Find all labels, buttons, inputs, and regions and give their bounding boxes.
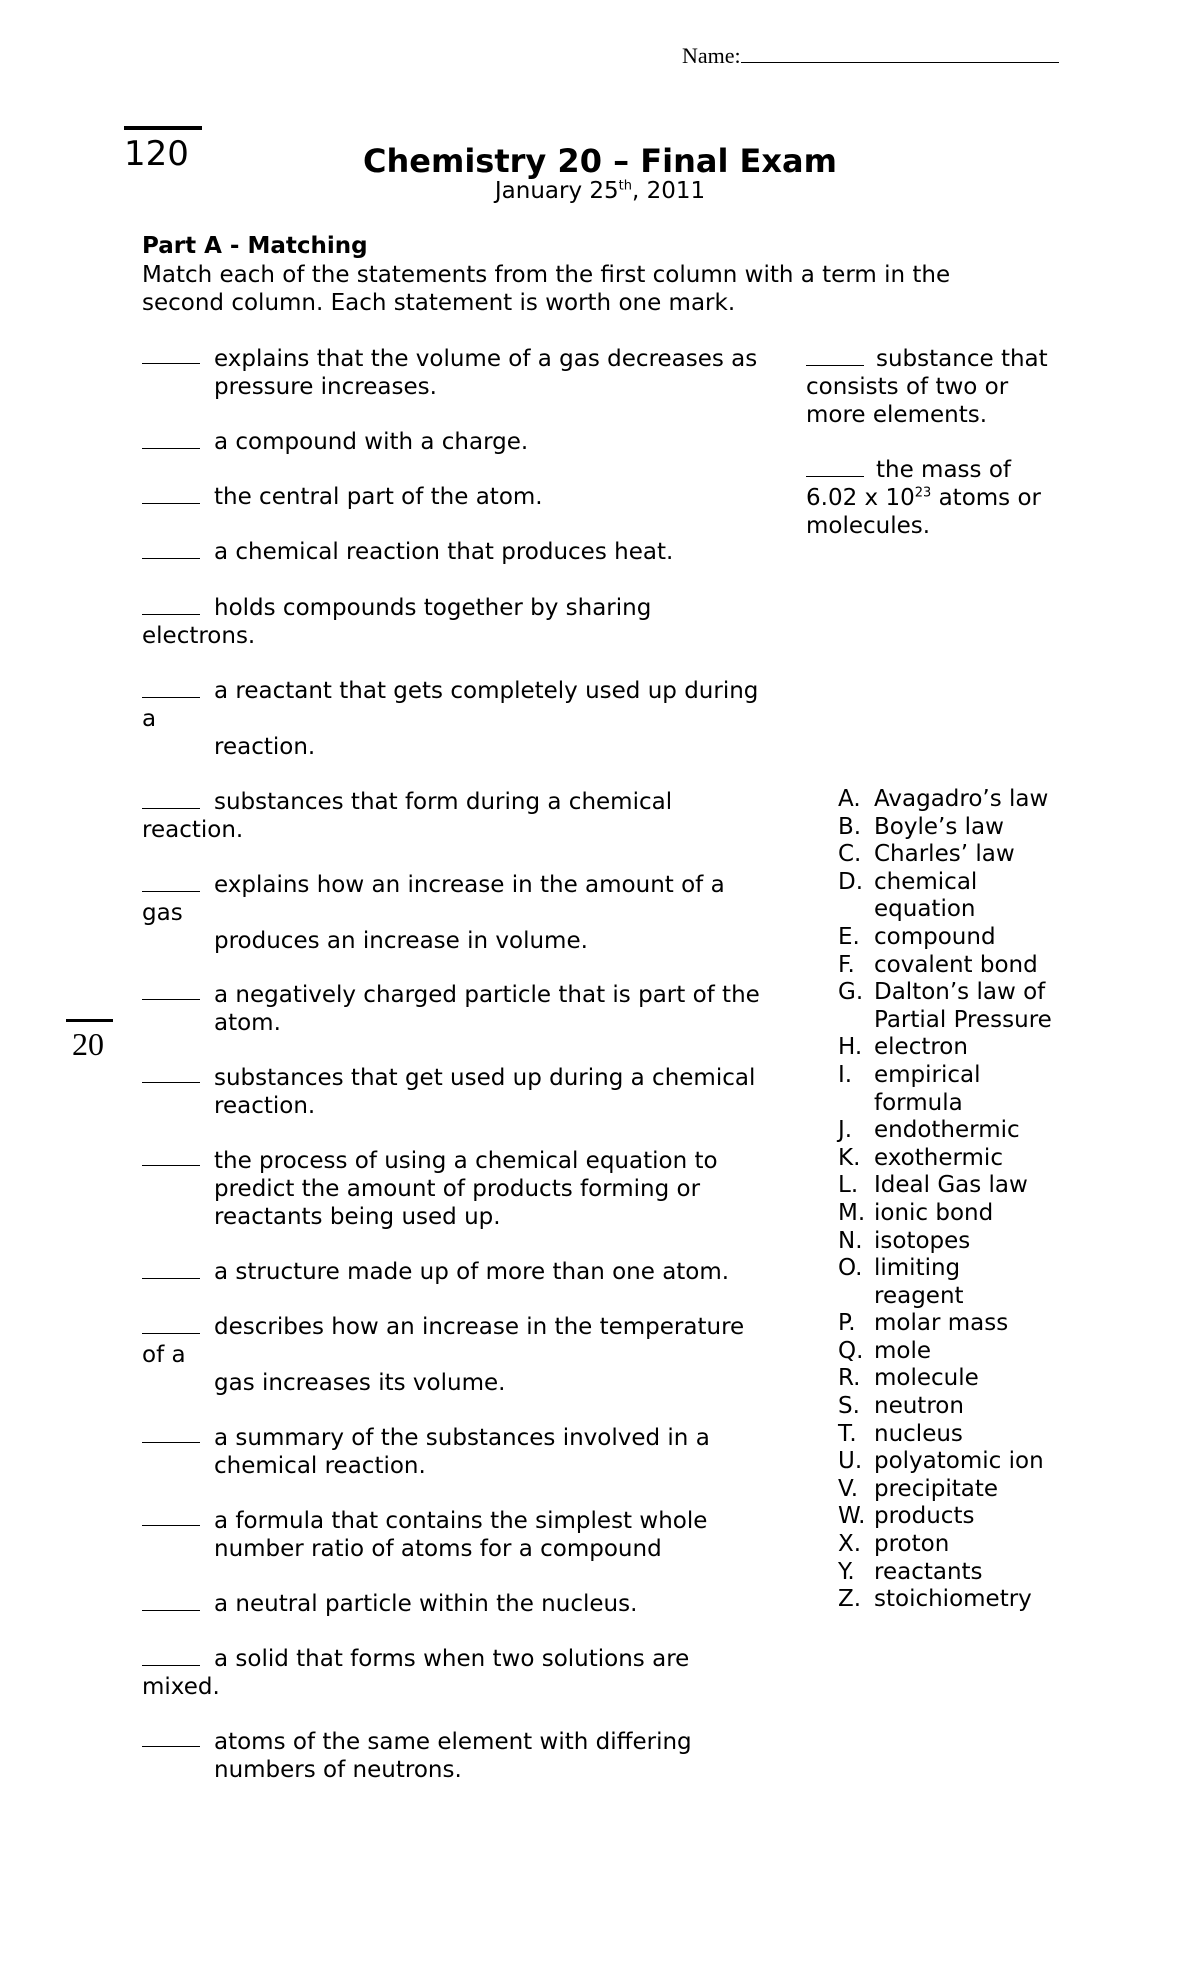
term-item bbox=[838, 1476, 1052, 1504]
statement-1 bbox=[142, 345, 757, 401]
statement-text: a structure made up of more than one atom. bbox=[214, 1259, 730, 1285]
term-text: electron bbox=[874, 1034, 968, 1061]
answer-blank[interactable] bbox=[142, 790, 200, 809]
term-letter: V. bbox=[838, 1475, 859, 1502]
name-blank[interactable] bbox=[741, 42, 1059, 63]
statement-12 bbox=[142, 1258, 729, 1286]
term-item bbox=[838, 786, 1052, 814]
name-field[interactable] bbox=[682, 42, 1059, 69]
term-item bbox=[838, 1200, 1052, 1228]
term-text: Avagadro’s law bbox=[874, 786, 1049, 812]
term-letter: F. bbox=[838, 951, 855, 978]
term-item bbox=[838, 1586, 1052, 1614]
term-letter: Z. bbox=[838, 1586, 862, 1613]
statement-text: holds compounds together by sharing bbox=[214, 595, 652, 621]
answer-blank[interactable] bbox=[142, 1424, 200, 1443]
statement-line: molecules. bbox=[806, 513, 931, 539]
statement-text: atoms of the same element with differing numbers of neutrons. bbox=[214, 1729, 692, 1783]
term-letter: H. bbox=[838, 1034, 863, 1061]
statement-8 bbox=[142, 871, 725, 955]
term-letter: E. bbox=[838, 923, 860, 950]
term-letter: R. bbox=[838, 1365, 861, 1392]
term-text: molar mass bbox=[874, 1310, 1009, 1337]
answer-blank[interactable] bbox=[142, 1315, 200, 1334]
term-letter: J. bbox=[838, 1117, 853, 1144]
statement-14 bbox=[142, 1424, 710, 1480]
date-year: , 2011 bbox=[631, 178, 706, 204]
term-letter: C. bbox=[838, 841, 862, 868]
avogadro-base: 6.02 x 10 bbox=[806, 485, 915, 511]
term-text: products bbox=[874, 1503, 975, 1530]
term-text: empirical formula bbox=[874, 1061, 981, 1116]
term-text: Dalton’s law of Partial Pressure bbox=[874, 979, 1052, 1033]
statement-text: a chemical reaction that produces heat. bbox=[214, 539, 674, 565]
statement-wrap: reaction. bbox=[142, 817, 244, 843]
answer-blank[interactable] bbox=[142, 1260, 200, 1279]
term-letter: S. bbox=[838, 1393, 860, 1420]
terms-list bbox=[838, 786, 1052, 1614]
statement-16 bbox=[142, 1590, 637, 1618]
statement-wrap: produces an increase in volume. bbox=[214, 928, 588, 954]
term-text: polyatomic ion bbox=[874, 1448, 1044, 1475]
term-letter: L. bbox=[838, 1172, 859, 1199]
term-item bbox=[838, 1117, 1052, 1145]
term-item bbox=[838, 1145, 1052, 1173]
term-item bbox=[838, 1338, 1052, 1366]
statement-text: a summary of the substances involved in a chemical reaction. bbox=[214, 1425, 710, 1479]
term-text: proton bbox=[874, 1531, 950, 1558]
term-letter: M. bbox=[838, 1199, 866, 1226]
term-text: covalent bond bbox=[874, 951, 1038, 978]
answer-blank[interactable] bbox=[142, 679, 200, 698]
statement-18 bbox=[142, 1728, 692, 1784]
statement-text: a neutral particle within the nucleus. bbox=[214, 1591, 638, 1617]
section-marks-line bbox=[66, 1019, 113, 1022]
total-marks-line bbox=[124, 126, 202, 130]
term-item bbox=[838, 1310, 1052, 1338]
statement-text: describes how an increase in the temperature bbox=[214, 1314, 745, 1340]
statement-text: explains how an increase in the amount of a bbox=[214, 872, 725, 898]
answer-blank[interactable] bbox=[142, 1064, 200, 1083]
avogadro-exponent: 23 bbox=[914, 485, 932, 501]
statement-17 bbox=[142, 1645, 689, 1701]
term-item bbox=[838, 1228, 1052, 1256]
exam-date bbox=[0, 178, 1200, 204]
statement-text: explains that the volume of a gas decreases as pressure increases. bbox=[214, 346, 758, 400]
term-letter: Q. bbox=[838, 1337, 864, 1364]
statement-9 bbox=[142, 981, 760, 1037]
term-letter: U. bbox=[838, 1448, 863, 1475]
term-item bbox=[838, 1503, 1052, 1531]
term-text: mole bbox=[874, 1337, 932, 1364]
term-text: chemical equation bbox=[874, 868, 978, 923]
term-letter: B. bbox=[838, 813, 862, 840]
statement-6 bbox=[142, 677, 758, 761]
term-text: precipitate bbox=[874, 1475, 999, 1502]
statement-text: the mass of bbox=[876, 457, 1012, 483]
statement-4 bbox=[142, 538, 673, 566]
answer-blank[interactable] bbox=[142, 981, 200, 1000]
statement-text: substance that consists of two or more elements. bbox=[806, 346, 1048, 428]
statement-2 bbox=[142, 428, 528, 456]
term-letter: N. bbox=[838, 1227, 863, 1254]
statement-11 bbox=[142, 1147, 718, 1231]
term-text: Boyle’s law bbox=[874, 813, 1004, 840]
term-text: nucleus bbox=[874, 1420, 963, 1447]
term-text: exothermic bbox=[874, 1144, 1003, 1171]
statement-text: a negatively charged particle that is part of the atom. bbox=[214, 982, 760, 1036]
answer-blank[interactable] bbox=[142, 430, 200, 449]
statement-text: a solid that forms when two solutions are bbox=[214, 1646, 690, 1672]
section-marks: 20 bbox=[72, 1026, 104, 1062]
term-item bbox=[838, 1255, 1052, 1310]
term-text: ionic bond bbox=[874, 1199, 994, 1226]
term-letter: Y. bbox=[838, 1558, 855, 1585]
answer-blank[interactable] bbox=[142, 345, 200, 364]
term-item bbox=[838, 814, 1052, 842]
term-item bbox=[838, 1172, 1052, 1200]
statement-wrap: mixed. bbox=[142, 1674, 220, 1700]
answer-blank[interactable] bbox=[142, 540, 200, 559]
term-letter: P. bbox=[838, 1310, 856, 1337]
answer-blank[interactable] bbox=[142, 1647, 200, 1666]
answer-blank[interactable] bbox=[142, 1507, 200, 1526]
answer-blank[interactable] bbox=[142, 1592, 200, 1611]
term-letter: X. bbox=[838, 1531, 862, 1558]
term-letter: D. bbox=[838, 868, 864, 895]
answer-blank[interactable] bbox=[142, 1147, 200, 1166]
statement-10 bbox=[142, 1064, 755, 1120]
term-item bbox=[838, 1559, 1052, 1587]
answer-blank[interactable] bbox=[142, 1728, 200, 1747]
right-statement-2 bbox=[806, 456, 1041, 540]
statement-text: atoms or bbox=[931, 485, 1041, 511]
term-letter: G. bbox=[838, 979, 864, 1006]
statement-text: substances that get used up during a chemical reaction. bbox=[214, 1065, 756, 1119]
term-item bbox=[838, 1448, 1052, 1476]
statement-text: substances that form during a chemical bbox=[214, 789, 673, 815]
right-statement-1 bbox=[806, 345, 1048, 429]
term-text: endothermic bbox=[874, 1117, 1020, 1144]
answer-blank[interactable] bbox=[142, 485, 200, 504]
term-item bbox=[838, 1393, 1052, 1421]
statement-line bbox=[806, 484, 1041, 512]
term-item bbox=[838, 841, 1052, 869]
term-letter: I. bbox=[838, 1061, 853, 1088]
term-letter: K. bbox=[838, 1144, 861, 1171]
statement-text: a compound with a charge. bbox=[214, 429, 529, 455]
statement-13 bbox=[142, 1313, 744, 1397]
part-a-heading: Part A - Matching bbox=[142, 233, 368, 259]
term-item bbox=[838, 979, 1052, 1034]
term-item bbox=[838, 1365, 1052, 1393]
statement-wrap: gas increases its volume. bbox=[214, 1370, 506, 1396]
term-text: isotopes bbox=[874, 1227, 971, 1254]
term-text: Ideal Gas law bbox=[874, 1172, 1028, 1199]
term-item bbox=[838, 924, 1052, 952]
term-text: molecule bbox=[874, 1365, 979, 1392]
term-text: neutron bbox=[874, 1393, 964, 1420]
answer-blank[interactable] bbox=[142, 873, 200, 892]
term-item bbox=[838, 1421, 1052, 1449]
exam-title: Chemistry 20 – Final Exam bbox=[363, 142, 837, 180]
term-item bbox=[838, 952, 1052, 980]
part-a-instructions: Match each of the statements from the first column with a term in the second column. Each statement is worth one mark. bbox=[142, 262, 951, 316]
answer-blank[interactable] bbox=[142, 596, 200, 615]
statement-text: the process of using a chemical equation to predict the amount of products forming or reactants being used up. bbox=[214, 1148, 718, 1230]
statement-wrap: of a bbox=[142, 1342, 186, 1368]
term-item bbox=[838, 1531, 1052, 1559]
statement-text: a formula that contains the simplest whole number ratio of atoms for a compound bbox=[214, 1508, 708, 1562]
term-text: limiting reagent bbox=[874, 1255, 964, 1309]
statement-15 bbox=[142, 1507, 707, 1563]
statement-wrap: a bbox=[142, 706, 157, 732]
statement-wrap: reaction. bbox=[214, 734, 316, 760]
statement-3 bbox=[142, 483, 543, 511]
date-ordinal: th bbox=[618, 178, 632, 194]
statement-wrap: electrons. bbox=[142, 623, 256, 649]
statement-text: the central part of the atom. bbox=[214, 484, 543, 510]
term-text: stoichiometry bbox=[874, 1586, 1032, 1613]
statement-7 bbox=[142, 788, 672, 844]
date-day: January 25 bbox=[494, 178, 619, 204]
term-text: Charles’ law bbox=[874, 841, 1015, 868]
term-letter: O. bbox=[838, 1255, 863, 1282]
term-text: reactants bbox=[874, 1558, 983, 1585]
term-letter: T. bbox=[838, 1420, 857, 1447]
term-item bbox=[838, 1062, 1052, 1117]
answer-blank[interactable] bbox=[806, 347, 864, 366]
term-text: compound bbox=[874, 923, 996, 950]
term-item bbox=[838, 1034, 1052, 1062]
total-marks: 120 bbox=[124, 134, 189, 174]
answer-blank[interactable] bbox=[806, 458, 864, 477]
statement-wrap: gas bbox=[142, 900, 183, 926]
statement-5 bbox=[142, 594, 651, 650]
term-letter: W. bbox=[838, 1503, 866, 1530]
term-letter: A. bbox=[838, 786, 861, 812]
statement-text: a reactant that gets completely used up during bbox=[214, 678, 759, 704]
term-item bbox=[838, 869, 1052, 924]
name-label: Name: bbox=[682, 43, 741, 68]
